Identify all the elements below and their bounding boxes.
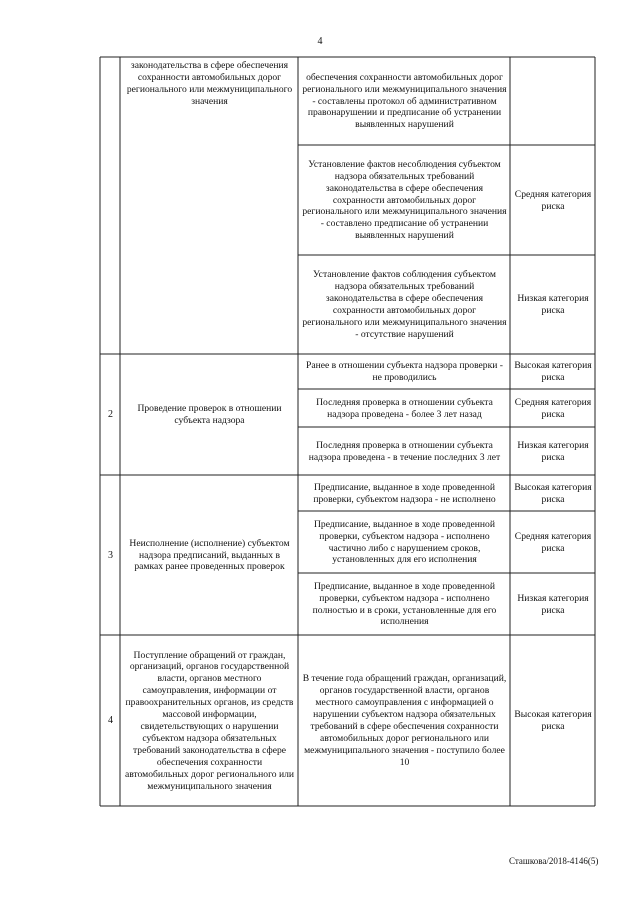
table-row-4-number: 4 bbox=[108, 715, 113, 727]
table-row-3-category-3: Низкая категория риска bbox=[517, 592, 589, 616]
table-row-1-indicator: законодательства в сфере обеспечения сохранности автомобильных дорог регионального или межмуниципального значения bbox=[126, 60, 293, 107]
table-row-2-indicator: Проведение проверок в отношении субъекта надзора bbox=[137, 403, 282, 426]
table-row-4-criterion-1: В течение года обращений граждан, организаций, органов государственной власти, органов местного самоуправления с информацией о нарушении субъектом надзора обязательных требований в сфере обеспечения сохранности автомобильных дорог регионального или межмуниципального значения - поступило более 10 bbox=[302, 673, 507, 768]
table-row-1-criterion-3: Установление фактов соблюдения субъектом надзора обязательных требований законодательства в сфере обеспечения сохранности автомобильных дорог регионального или межмуниципального значения - отсутствие нарушений bbox=[302, 269, 507, 340]
table-row-1-category-3: Низкая категория риска bbox=[517, 293, 589, 316]
table-row-3-number: 3 bbox=[108, 549, 113, 561]
table-row-2-category-3: Низкая категория риска bbox=[517, 439, 589, 463]
table-row-3-category-2: Средняя категория риска bbox=[514, 530, 592, 554]
table-row-1-criterion-1: обеспечения сохранности автомобильных дорог регионального или межмуниципального значения - составлены протокол об административном правонарушении и предписание об устранении выявленных нарушений bbox=[302, 71, 507, 131]
footer-document-code: Сташкова/2018-4146(5) bbox=[509, 856, 599, 866]
table-row-2-criterion-1: Ранее в отношении субъекта надзора проверки - не проводились bbox=[306, 360, 503, 383]
page-number: 4 bbox=[317, 36, 323, 47]
table-row-1-criterion-2: Установление фактов несоблюдения субъектом надзора обязательных требований законодательства в сфере обеспечения сохранности автомобильных дорог регионального или межмуниципального значения - составлено предписание об устранении выявленных нарушений bbox=[302, 158, 507, 242]
table-row-4-category-1: Высокая категория риска bbox=[514, 709, 592, 732]
table-row-3-criterion-3: Предписание, выданное в ходе проведенной проверки, субъектом надзора - исполнено полностью и в сроки, установленные для его исполнения bbox=[312, 580, 497, 628]
table-row-4-indicator: Поступление обращений от граждан, организаций, органов государственной власти, органов местного самоуправления, информации от правоохранительных органов, из средств массовой информации, свидетельствующих о нарушении субъектом надзора обязательных требований законодательства в сфере обеспечения сохранности автомобильных дорог регионального или межмуниципального значения bbox=[124, 649, 295, 792]
table-row-3-criterion-2: Предписание, выданное в ходе проведенной проверки, субъектом надзора - исполнено частично либо с нарушением сроков, установленных для его исполнения bbox=[313, 518, 495, 566]
table-row-2-criterion-3: Последняя проверка в отношении субъекта надзора проведена - в течение последних 3 лет bbox=[308, 439, 501, 463]
table-row-1-category-2: Средняя категория риска bbox=[514, 188, 592, 212]
table-row-2-category-2: Средняя категория риска bbox=[514, 396, 592, 420]
table-row-3-criterion-1: Предписание, выданное в ходе проведенной проверки, субъектом надзора - не исполнено bbox=[313, 481, 496, 505]
table-row-3-indicator: Неисполнение (исполнение) субъектом надзора предписаний, выданных в рамках ранее проведенных проверок bbox=[129, 537, 290, 573]
table-row-2-category-1: Высокая категория риска bbox=[514, 360, 592, 383]
table-row-1-category-1 bbox=[511, 58, 595, 145]
table-row-3-category-1: Высокая категория риска bbox=[514, 481, 592, 505]
table-row-2-criterion-2: Последняя проверка в отношении субъекта надзора проведена - более 3 лет назад bbox=[316, 396, 493, 420]
table-row-2-number: 2 bbox=[108, 409, 113, 421]
